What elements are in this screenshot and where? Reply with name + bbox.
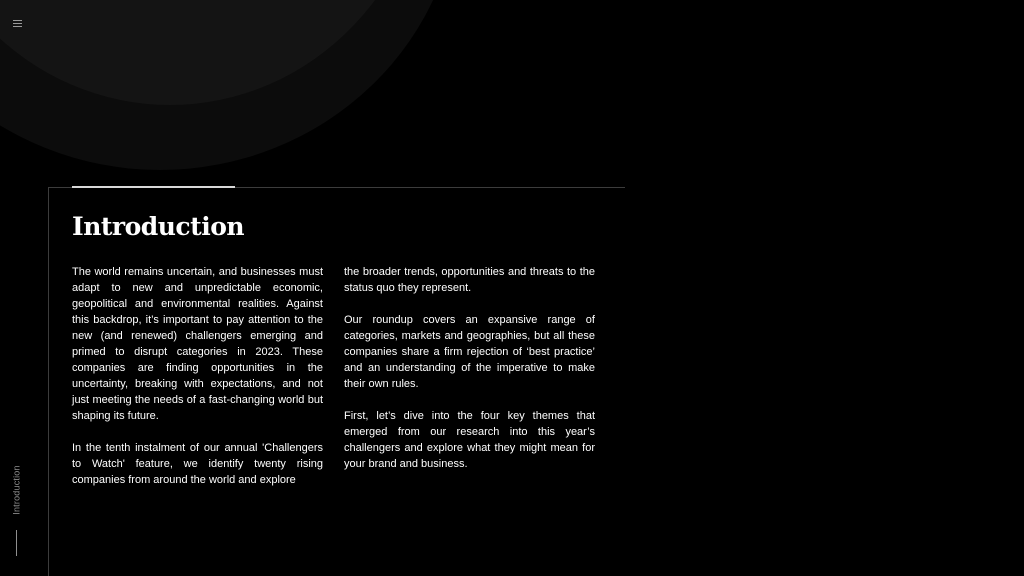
menu-line <box>13 20 22 21</box>
section-indicator[interactable] <box>6 462 28 518</box>
title-accent-rule <box>72 186 235 188</box>
paragraph: In the tenth instalment of our annual 'Challengers to Watch' feature, we identify twenty rising companies from around the world and explore <box>72 442 323 486</box>
background-circle-inner <box>0 0 430 105</box>
paragraph: the broader trends, opportunities and threats to the status quo they represent. <box>344 266 595 294</box>
section-indicator-line <box>16 530 17 556</box>
section-indicator-label: Introduction <box>12 465 22 515</box>
paragraph: The world remains uncertain, and businesses must adapt to new and unpredictable economic, geopolitical and environmental realities. Against this backdrop, it’s important to pay attention to the new (and renewed) challengers emerging and primed to disrupt categories in 2023. These companies are finding opportunities in the uncertainty, breaking with expectations, and not just meeting the needs of a fast-changing world but shaping its future. <box>72 266 323 422</box>
hamburger-menu-icon[interactable] <box>11 16 25 30</box>
menu-line <box>13 23 22 24</box>
text-column-right <box>344 264 595 472</box>
text-column-left <box>72 264 323 488</box>
page-title: Introduction <box>72 212 245 241</box>
background-circle-outer <box>0 0 460 170</box>
paragraph: First, let’s dive into the four key themes that emerged from our research into this year’s challengers and explore what they might mean for your brand and business. <box>344 410 595 470</box>
paragraph: Our roundup covers an expansive range of categories, markets and geographies, but all these companies share a firm rejection of ‘best practice’ and an understanding of the imperative to make their own rules. <box>344 314 595 390</box>
menu-line <box>13 26 22 27</box>
